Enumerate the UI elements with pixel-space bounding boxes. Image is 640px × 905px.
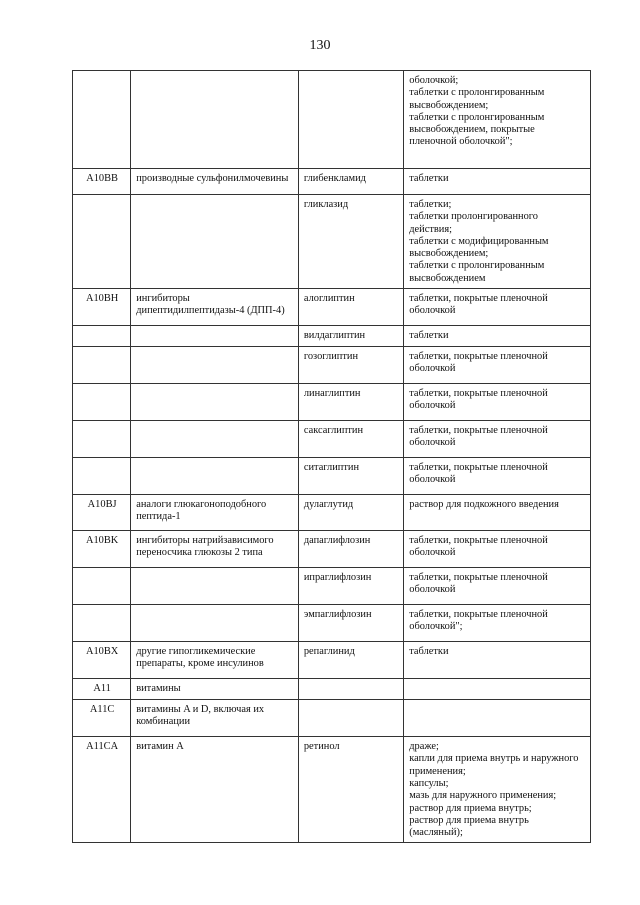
drug-name-cell: ситаглиптин: [298, 458, 403, 495]
dosage-form-line: таблетки: [409, 330, 449, 342]
atc-code-cell: [73, 384, 131, 421]
dosage-form-line: драже;: [409, 741, 439, 753]
dosage-form-line: таблетки, покрытые пленочной: [409, 572, 548, 584]
dosage-form-cell: [404, 421, 591, 458]
atc-code-cell: [73, 71, 131, 169]
dosage-form-cell: [404, 568, 591, 605]
group-name-line: переносчика глюкозы 2 типа: [136, 547, 263, 559]
atc-code-cell: A11: [73, 679, 131, 700]
table-row: [73, 195, 591, 289]
group-name-cell: [131, 458, 299, 495]
dosage-form-line: таблетки: [409, 646, 449, 658]
group-name-cell: [131, 737, 299, 843]
group-name-line: препараты, кроме инсулинов: [136, 658, 264, 670]
dosage-form-cell: [404, 326, 591, 347]
table-row: [73, 605, 591, 642]
dosage-form-cell: [404, 531, 591, 568]
dosage-form-cell: [404, 642, 591, 679]
table-row: [73, 700, 591, 737]
drug-name-cell: ипраглифлозин: [298, 568, 403, 605]
group-name-cell: [131, 195, 299, 289]
group-name-line: ингибиторы: [136, 293, 190, 305]
group-name-cell: [131, 71, 299, 169]
group-name-line: другие гипогликемические: [136, 646, 256, 658]
dosage-form-cell: [404, 195, 591, 289]
drug-name-cell: алоглиптин: [298, 289, 403, 326]
atc-code-cell: A10BJ: [73, 495, 131, 531]
page-number: 130: [309, 38, 331, 53]
drug-name-cell: дулаглутид: [298, 495, 403, 531]
drug-name-cell: линаглиптин: [298, 384, 403, 421]
group-name-line: витамин A: [136, 741, 184, 753]
atc-code-cell: A10BX: [73, 642, 131, 679]
table-row: [73, 71, 591, 169]
dosage-form-line: высвобождением;: [409, 248, 489, 260]
group-name-cell: [131, 169, 299, 195]
table-row: [73, 347, 591, 384]
atc-code-cell: [73, 347, 131, 384]
dosage-form-line: таблетки, покрытые пленочной: [409, 293, 548, 305]
dosage-form-line: таблетки, покрытые пленочной: [409, 609, 548, 621]
dosage-form-cell: [404, 495, 591, 531]
table-row: [73, 384, 591, 421]
drug-name-cell: дапаглифлозин: [298, 531, 403, 568]
drug-list-table: [72, 70, 591, 843]
group-name-line: витамины A и D, включая их: [136, 704, 265, 716]
group-name-cell: [131, 421, 299, 458]
table-row: [73, 642, 591, 679]
group-name-cell: [131, 347, 299, 384]
group-name-cell: [131, 384, 299, 421]
dosage-form-cell: [404, 605, 591, 642]
dosage-form-line: оболочкой: [409, 363, 456, 375]
dosage-form-line: действия;: [409, 223, 453, 235]
group-name-line: дипептидилпептидазы-4 (ДПП-4): [136, 305, 285, 317]
atc-code-cell: A10BB: [73, 169, 131, 195]
drug-name-cell: [298, 71, 403, 169]
atc-code-cell: A11CA: [73, 737, 131, 843]
group-name-cell: [131, 605, 299, 642]
drug-name-cell: [298, 679, 403, 700]
table-row: [73, 679, 591, 700]
atc-code-cell: A10BH: [73, 289, 131, 326]
atc-code-cell: A11C: [73, 700, 131, 737]
table-row: [73, 289, 591, 326]
dosage-form-line: оболочкой: [409, 437, 456, 449]
dosage-form-cell: [404, 384, 591, 421]
dosage-form-line: высвобождением, покрытые: [409, 124, 535, 136]
drug-name-cell: репаглинид: [298, 642, 403, 679]
group-name-cell: [131, 495, 299, 531]
dosage-form-line: оболочкой;: [409, 75, 459, 86]
group-name-line: витамины: [136, 683, 181, 695]
dosage-form-cell: [404, 700, 591, 737]
dosage-form-line: таблетки, покрытые пленочной: [409, 462, 548, 474]
dosage-form-cell: [404, 347, 591, 384]
group-name-line: аналоги глюкагоноподобного: [136, 499, 267, 511]
dosage-form-line: применения;: [409, 765, 466, 777]
drug-name-cell: глибенкламид: [298, 169, 403, 195]
dosage-form-line: раствор для приема внутрь;: [409, 802, 532, 814]
dosage-form-line: капли для приема внутрь и наружного: [409, 753, 579, 765]
atc-code-cell: [73, 195, 131, 289]
dosage-form-line: оболочкой";: [409, 621, 463, 633]
group-name-cell: [131, 642, 299, 679]
atc-code-cell: [73, 421, 131, 458]
group-name-cell: [131, 531, 299, 568]
table-row: [73, 421, 591, 458]
table-row: [73, 568, 591, 605]
table-row: [73, 531, 591, 568]
drug-name-cell: саксаглиптин: [298, 421, 403, 458]
group-name-line: комбинации: [136, 716, 191, 728]
dosage-form-line: капсулы;: [409, 777, 449, 789]
dosage-form-line: таблетки;: [409, 199, 452, 210]
group-name-line: производные сульфонилмочевины: [136, 173, 289, 184]
group-name-line: пептида-1: [136, 511, 181, 523]
dosage-form-cell: [404, 458, 591, 495]
dosage-form-line: таблетки с модифицированным: [409, 235, 549, 247]
dosage-form-line: пленочной оболочкой";: [409, 136, 513, 148]
group-name-cell: [131, 679, 299, 700]
dosage-form-line: оболочкой: [409, 305, 456, 317]
drug-name-cell: ретинол: [298, 737, 403, 843]
table-row: [73, 326, 591, 347]
table-row: [73, 737, 591, 843]
drug-name-cell: гликлазид: [298, 195, 403, 289]
group-name-cell: [131, 289, 299, 326]
atc-code-cell: A10BK: [73, 531, 131, 568]
dosage-form-line: таблетки, покрытые пленочной: [409, 388, 548, 400]
drug-name-cell: [298, 700, 403, 737]
table-body: [73, 71, 591, 843]
drug-name-cell: эмпаглифлозин: [298, 605, 403, 642]
dosage-form-line: таблетки, покрытые пленочной: [409, 425, 548, 437]
dosage-form-cell: [404, 289, 591, 326]
dosage-form-line: (масляный);: [409, 827, 463, 839]
dosage-form-line: таблетки пролонгированного: [409, 211, 538, 223]
dosage-form-line: таблетки с пролонгированным: [409, 111, 545, 123]
table-row: [73, 458, 591, 495]
dosage-form-line: таблетки: [409, 173, 449, 184]
dosage-form-line: оболочкой: [409, 584, 456, 596]
dosage-form-line: таблетки, покрытые пленочной: [409, 351, 548, 363]
atc-code-cell: [73, 568, 131, 605]
drug-name-cell: гозоглиптин: [298, 347, 403, 384]
dosage-form-cell: [404, 71, 591, 169]
group-name-cell: [131, 568, 299, 605]
dosage-form-line: таблетки с пролонгированным: [409, 87, 545, 99]
group-name-cell: [131, 700, 299, 737]
dosage-form-line: таблетки с пролонгированным: [409, 260, 545, 272]
dosage-form-line: высвобождением;: [409, 99, 489, 111]
dosage-form-line: таблетки, покрытые пленочной: [409, 535, 548, 547]
table-row: [73, 169, 591, 195]
group-name-cell: [131, 326, 299, 347]
dosage-form-line: высвобождением: [409, 272, 486, 284]
drug-name-cell: вилдаглиптин: [298, 326, 403, 347]
dosage-form-line: оболочкой: [409, 474, 456, 486]
dosage-form-line: оболочкой: [409, 400, 456, 412]
atc-code-cell: [73, 326, 131, 347]
dosage-form-cell: [404, 737, 591, 843]
dosage-form-line: оболочкой: [409, 547, 456, 559]
atc-code-cell: [73, 605, 131, 642]
atc-code-cell: [73, 458, 131, 495]
dosage-form-cell: [404, 679, 591, 700]
dosage-form-line: мазь для наружного применения;: [409, 790, 557, 802]
dosage-form-line: раствор для приема внутрь: [409, 814, 529, 826]
group-name-line: ингибиторы натрийзависимого: [136, 535, 274, 547]
table-row: [73, 495, 591, 531]
dosage-form-line: раствор для подкожного введения: [409, 499, 559, 511]
dosage-form-cell: [404, 169, 591, 195]
